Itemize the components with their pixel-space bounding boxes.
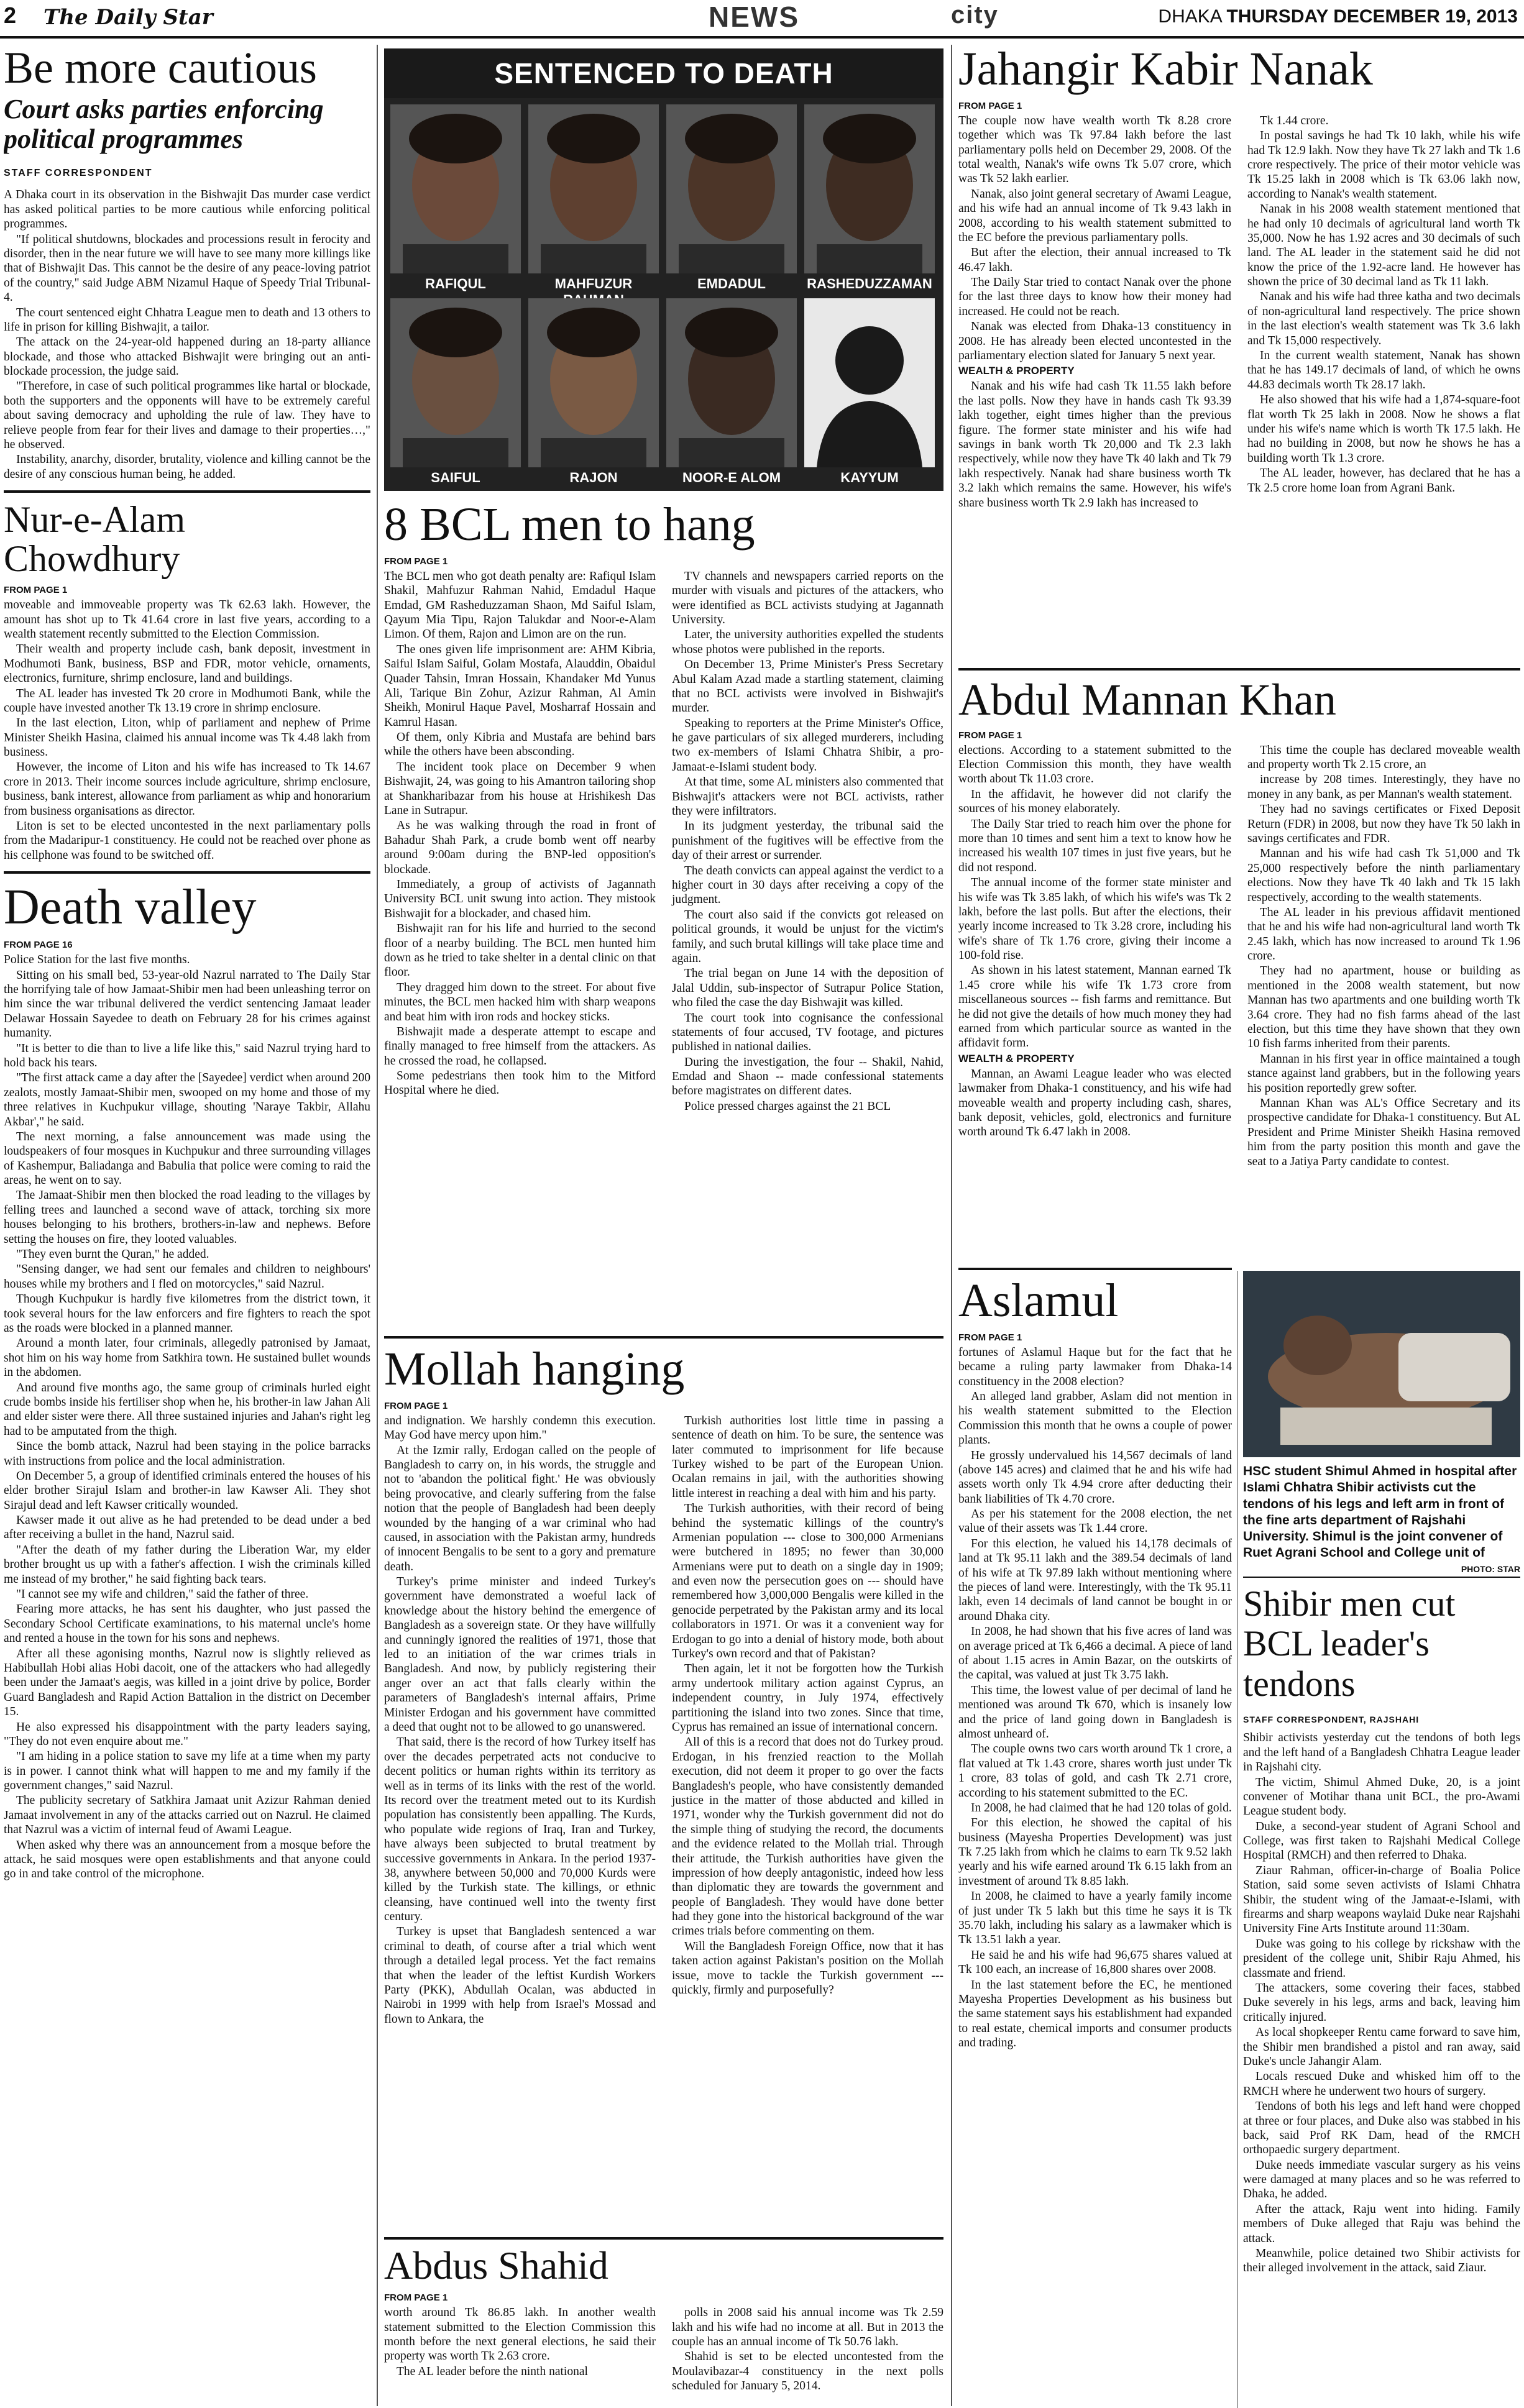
paragraph: Shahid is set to be elected uncontested from the Moulavibazar-4 constituency in the next polls scheduled for January 5, 2014.: [672, 2350, 943, 2393]
paragraph: The BCL men who got death penalty are: Rafiqul Islam Shakil, Mahfuzur Rahman Nahid, Emdadul Haque Emdad, GM Rasheduzzaman Shaon, Md Saiful Islam, Qayum Mia Tipu, Rajon Talukdar and Noor-e-Alam Limon. Of them, Rajon and Limon are on the run.: [384, 569, 656, 641]
paragraph: Nanak and his wife had three katha and two decimals of non-agricultural land respectively. The price shown in the last election's wealth statement was Tk 3.6 lakh and Tk 15,000 respectively.: [1247, 290, 1520, 347]
paragraph: Mannan Khan was AL's Office Secretary and its prospective candidate for Dhaka-1 constituency. But AL President and Prime Minister Sheikh Hasina removed him from the party position this month and gave the seat to a Jatiya Party candidate to contest.: [1247, 1096, 1520, 1168]
paragraph: "The first attack came a day after the [Sayedee] verdict when around 200 zealots, mostly Jamaat-Shibir men, swooped on my home and those of my three relatives in Kuchpukur village, shouting 'Naraye Takbir, Allahu Akbar'," he said.: [4, 1071, 370, 1128]
paragraph: In 2008, he had shown that his five acres of land was on average priced at Tk 6,466 a decimal. A piece of land of about 1.15 acres in Amin Bazar, on the outskirts of the capital, was valued at just Tk 3.75 lakh.: [958, 1625, 1232, 1682]
section-label-city: city: [951, 1, 999, 29]
face-photo: [390, 104, 521, 273]
paragraph: Then again, let it not be forgotten how the Turkish army undertook military action against Cyprus, an independent country, in July 1974, effectively partitioning the island into two zones. Since that time, Cyprus has remained an issue of international concern.: [672, 1662, 943, 1734]
paragraph: polls in 2008 said his annual income was Tk 2.59 lakh and his wife had no income at all. But in 2013 the couple has an annual income of Tk 50.76 lakh.: [672, 2306, 943, 2348]
paragraph: "After the death of my father during the Liberation War, my elder brother brought us up with a father's affection. I wish the criminals killed me instead of my brother," he said fighting back tears.: [4, 1543, 370, 1586]
column-right-bottom-left: [958, 1268, 1232, 2408]
sentenced-title: SENTENCED TO DEATH: [384, 48, 943, 98]
paragraph: The AL leader has invested Tk 20 crore in Modhumoti Bank, while the couple have invested another Tk 13.19 crore in shrimp enclosure.: [4, 687, 370, 715]
column-middle-bottom: [384, 2237, 943, 2408]
paragraph: In the affidavit, he however did not clarify the sources of his money elaborately.: [958, 787, 1231, 816]
headline-shibir-men: Shibir men cut BCL leader's tendons: [1243, 1583, 1456, 1705]
story-body-nur: [4, 598, 370, 863]
headline-abdul-mannan-khan: Abdul Mannan Khan: [958, 675, 1336, 725]
face-photo: [390, 298, 521, 467]
column-middle-top: [384, 500, 943, 1333]
paragraph: Locals rescued Duke and whisked him off to the RMCH where he underwent two hours of surgery.: [1243, 2070, 1520, 2098]
injured-student-photo: [1243, 1271, 1520, 1457]
paragraph: The trial began on June 14 with the deposition of Jalal Uddin, sub-inspector of Sutrapur Police Station, who filed the case the day Bishwajit was killed.: [672, 967, 943, 1010]
masthead: [0, 0, 1524, 39]
column-left: [4, 45, 370, 2406]
headline-aslamul: Aslamul: [958, 1275, 1119, 1327]
paragraph: Of them, only Kibria and Mustafa are behind bars while the others have been absconding.: [384, 731, 656, 759]
convict-name-label: MAHFUZUR: [554, 276, 633, 291]
paragraph: He also expressed his disappointment with the party leaders saying, "They do not even enquire about me.": [4, 1720, 370, 1748]
byline-staff: STAFF CORRESPONDENT: [4, 168, 153, 179]
byline-rajshahi: STAFF CORRESPONDENT, RAJSHAHI: [1243, 1714, 1420, 1725]
paragraph: elections. According to a statement submitted to the Election Commission this month, they have wealth worth about Tk 11.03 crore.: [958, 743, 1231, 786]
paragraph: This time, the lowest value of per decimal of land he mentioned was around Tk 670, which is insanely low and the price of land going down in Bangladesh is almost unheard of.: [958, 1683, 1232, 1741]
paragraph: During the investigation, the four -- Shakil, Nahid, Emdad and Shaon -- made confessional statements before magistrates on different dates.: [672, 1055, 943, 1098]
paragraph: Speaking to reporters at the Prime Minister's Office, he gave particulars of six alleged murderers, including two ex-members of Islami Chhatra Shibir, a pro-Jamaat-e-Islami student body.: [672, 716, 943, 774]
paragraph: The court took into cognisance the confessional statements of four accused, TV footage, and pictures published in national dailies.: [672, 1011, 943, 1054]
paragraph: At the Izmir rally, Erdogan called on the people of Bangladesh to carry on, in his words, the struggle and not to 'abandon the political fight.' He was obviously being provocative, and clearly suffering from the false notion that the people of Bangladesh had been deeply wounded by the hanging of a war criminal who had caused, in association with the Pakistan army, hundreds of innocent Bengalis to be sent to a gory and premature death.: [384, 1444, 656, 1573]
column-rule: [377, 45, 378, 2406]
paragraph: worth around Tk 86.85 lakh. In another wealth statement submitted to the Election Commission this month before the next general elections, he said their property was worth Tk 2.63 crore.: [384, 2306, 656, 2363]
convict-name-label: KAYYUM: [840, 470, 899, 485]
paragraph: All of this is a record that does not do Turkey proud. Erdogan, in his frenzied reaction to the Mollah execution, did not deem it proper to go over the facts Bangladesh's people, who have consistently demanded justice in the matter of those abducted and killed in 1971, wonder why the Turkish government did not do the simple thing of studying the record, the documents and the evidence related to the Mollah trial. Through their attitude, the Turkish authorities have given the impression of how deeply antagonistic, indeed how less than diplomatic they are towards the government and people of Bangladesh. They would have done better had they gone into the historical background of the war crimes trials before commenting on them.: [672, 1736, 943, 1938]
paragraph: In its judgment yesterday, the tribunal said the punishment of the fugitives will be effective from the day of their arrest or surrender.: [672, 820, 943, 863]
photo-credit: PHOTO: STAR: [1461, 1563, 1520, 1574]
paragraph: Mannan in his first year in office maintained a tough stance against land grabbers, but in the following years his position reportedly grew softer.: [1247, 1052, 1520, 1095]
paragraph: The Daily Star tried to reach him over the phone for more than 10 times and sent him a text to know how he increased his wealth 107 times in just five years, but he did not respond.: [958, 817, 1231, 874]
paper-name: The Daily Star: [44, 5, 213, 30]
paragraph: The AL leader, however, has declared that he has a Tk 2.5 crore home loan from Agrani Bank.: [1247, 467, 1520, 495]
paragraph: An alleged land grabber, Aslam did not mention in his wealth statement submitted to the Election Commission this month that he owns a couple of power plants.: [958, 1389, 1232, 1447]
section-subhead: WEALTH & PROPERTY: [958, 1052, 1075, 1064]
paragraph: Bishwajit made a desperate attempt to escape and finally managed to free himself from the attackers. As he crossed the road, he collapsed.: [384, 1025, 656, 1068]
paragraph: Later, the university authorities expelled the students whose photos were published in the reports.: [672, 628, 943, 656]
paragraph: Police Station for the last five months.: [4, 953, 190, 967]
convict-name-label: RAFIQUL: [425, 276, 486, 291]
convict-name-label: SAIFUL: [431, 470, 480, 485]
paragraph: But after the election, their annual increased to Tk 46.47 lakh.: [958, 246, 1231, 274]
paragraph: "Sensing danger, we had sent our females and children to neighbours' houses while my brothers and I fled on motorcycles," said Nazrul.: [4, 1263, 370, 1291]
paragraph: For this election, he showed the capital of his business (Mayesha Properties Development) was just Tk 7.25 lakh from which he claims to earn Tk 9.52 lakh yearly and his wife earned around Tk 6.15 lakh from an investment of around Tk 8.85 lakh.: [958, 1816, 1232, 1888]
paragraph: Turkey's prime minister and indeed Turkey's government have demonstrated a woeful lack of knowledge about the history behind the emergence of Bangladesh as a sovereign state. Or they have willfully and cunningly ignored the realities of 1971, those that led to an initiation of the war crimes trials in Bangladesh. And now, by publicly registering their anger over an act that falls clearly within the parameters of Bangladesh's internal affairs, Prime Minister Erdogan and his government have committed a deed that ought not to be allowed to go unanswered.: [384, 1575, 656, 1734]
column-rule: [951, 45, 952, 2406]
paragraph: The next morning, a false announcement was made using the loudspeakers of four mosques in Kuchpukur and three surrounding villages of Kashempur, Baliadanga and Babulia that police were coming to raid the areas, he went on to say.: [4, 1130, 370, 1188]
face-photo: [804, 104, 935, 273]
headline-abdus-shahid: Abdus Shahid: [384, 2243, 608, 2287]
paragraph: Instability, anarchy, disorder, brutality, violence and killing cannot be the desire of any conscious human being, he added.: [4, 453, 370, 481]
paragraph: The Jamaat-Shibir men then blocked the road leading to the villages by felling trees and launched a second wave of attack, torching six more houses belonging to his brothers, brothers-in-law and nephews. Before setting the houses on fire, they looted valuables.: [4, 1189, 370, 1246]
photo-caption: HSC student Shimul Ahmed in hospital after Islami Chhatra Shibir activists cut the tendons of his legs and left arm in front of the fine arts department of Rajshahi University. Shimul is the joint convener of Ruet Agrani School and College unit of: [1243, 1464, 1517, 1560]
convict-name-label: RASHEDUZZAMAN: [807, 276, 932, 291]
paragraph: In 2008, he had claimed that he had 120 tolas of gold.: [971, 1801, 1232, 1815]
paragraph: They dragged him down to the street. For about five minutes, the BCL men hacked him with sharp weapons and beat him with iron rods and hockey sticks.: [384, 981, 656, 1023]
paragraph: Nanak, also joint general secretary of Awami League, and his wife had an annual income of Tk 9.43 lakh in 2008, according to his wealth statement submitted to the EC before the previous parliamentary polls.: [958, 187, 1231, 244]
from-page-label: FROM PAGE 1: [384, 1400, 448, 1411]
paragraph: "It is better to die than to live a life like this," said Nazrul trying hard to hold back his tears.: [4, 1041, 370, 1069]
convict-photo: [528, 104, 659, 273]
from-page-label: FROM PAGE 1: [958, 730, 1022, 741]
dateline-date: THURSDAY DECEMBER 19, 2013: [1226, 6, 1518, 27]
paragraph: This time the couple has declared moveable wealth and property worth Tk 2.15 crore, an: [1247, 743, 1520, 771]
paragraph: When asked why there was an announcement from a mosque before the attack, he said mosques were open establishments and that anyone could go in and take control of the microphone.: [4, 1838, 370, 1881]
paragraph: In the last election, Liton, whip of parliament and nephew of Prime Minister Sheikh Hasina, claimed his annual income was Tk 4.48 lakh from business.: [4, 716, 370, 759]
paragraph: The annual income of the former state minister and his wife was Tk 3.85 lakh, of which his wife's was Tk 2 lakh, before the last polls. But after the elections, their yearly income increased to Tk 3.28 crore, including his wife's share of Tk 1.76 crore, giving their income a 100-fold rise.: [958, 876, 1231, 963]
column-right-mid: [958, 668, 1520, 1265]
headline-jahangir-kabir-nanak: Jahangir Kabir Nanak: [958, 45, 1373, 95]
paragraph: Fearing more attacks, he has sent his daughter, who just passed the Secondary School Certificate examinations, to his maternal uncle's home and rented a house in the town for his sons and nephews.: [4, 1603, 370, 1646]
face-photo: [666, 104, 797, 273]
paragraph: increase by 208 times. Interestingly, they have no money in any bank, as per Mannan's wealth statement.: [1247, 773, 1520, 801]
convict-photo: [390, 298, 521, 467]
from-page-label: FROM PAGE 1: [958, 100, 1022, 111]
paragraph: fortunes of Aslamul Haque but for the fact that he became a ruling party lawmaker from Dhaka-14 constituency in the 2008 election?: [958, 1345, 1232, 1388]
section-label-news: NEWS: [709, 1, 799, 33]
from-page-label: FROM PAGE 1: [958, 1332, 1022, 1343]
paragraph: The court also said if the convicts got released on political grounds, it would be unjust for the victim's family, and such brutal killings will take place time and again.: [672, 908, 943, 965]
from-page-label: FROM PAGE 16: [4, 940, 73, 951]
paragraph: Duke needs immediate vascular surgery as his veins were damaged at many places and so he was referred to Dhaka, he added.: [1243, 2158, 1520, 2201]
paragraph: Since the bomb attack, Nazrul had been staying in the police barracks with instructions from police and the local administration.: [4, 1440, 370, 1468]
paragraph: The death convicts can appeal against the verdict to a higher court in 30 days after receiving a copy of the judgment.: [672, 864, 943, 907]
dateline: [1158, 6, 1518, 27]
paragraph: And around five months ago, the same group of criminals hurled eight crude bombs inside his fertiliser shop when he, his brother-in law Jahan Ali and elder sister were there. All three sustained injuries and Jahan's right leg had to be amputated from the thigh.: [4, 1381, 370, 1438]
column-right-bottom-right: [1243, 1271, 1520, 2408]
paragraph: Turkish authorities lost little time in passing a sentence of death on him. To be sure, the sentence was later commuted to imprisonment for life because Turkey wished to be part of the European Union. Ocalan remains in jail, with the authorities showing little interest in reaching a deal with him and his party.: [672, 1414, 943, 1500]
paragraph: He grossly undervalued his 14,567 decimals of land (above 145 acres) and claimed that he and his wife had assets worth only Tk 4.94 crore after deducting their bank liabilities of Tk 4.70 crore.: [958, 1449, 1232, 1506]
paragraph: Kawser made it out alive as he had pretended to be dead under a bed after receiving a bullet in the hand, Nazrul said.: [4, 1514, 370, 1542]
paragraph: Bishwajit ran for his life and hurried to the second floor of a nearby building. The BCL men hunted him down as he tried to take shelter in a dental clinic on that floor.: [384, 922, 656, 979]
paragraph: Though Kuchpukur is hardly five kilometres from the district town, it took several hours for the law enforcers and fire fighters to reach the spot as the roads were blocked in a planned manner.: [4, 1293, 370, 1335]
divider: [384, 2237, 943, 2240]
paragraph: Shibir activists yesterday cut the tendons of both legs and the left hand of a Bangladesh Chhatra League leader in Rajshahi city.: [1243, 1731, 1520, 1774]
paragraph: Mannan and his wife had cash Tk 51,000 and Tk 25,000 respectively before the ninth parliamentary elections. Now they have Tk 40 lakh and Tk 15 lakh respectively, according to the wealth statements.: [1247, 847, 1520, 904]
divider: [958, 668, 1520, 671]
paragraph: Immediately, a group of activists of Jagannath University BCL unit swung into action. They mistook Bishwajit for a blockader, and chased him.: [384, 878, 656, 920]
paragraph: The incident took place on December 9 when Bishwajit, 24, was going to his Amantron tailoring shop at Shankharibazar from his house at Hrishikesh Das Lane in Sutrapur.: [384, 760, 656, 818]
convict-name-label: EMDADUL: [697, 276, 766, 291]
hospital-photo: [1243, 1271, 1520, 1457]
divider: [4, 490, 370, 493]
deck-court-asks: Court asks parties enforcing political programmes: [4, 93, 324, 154]
paragraph: At that time, some AL ministers also commented that Bishwajit's attackers were not BCL activists, rather they were infiltrators.: [672, 776, 943, 818]
paragraph: Liton is set to be elected uncontested in the next parliamentary polls from the Madaripur-1 constituency. He could not be reached over phone as his cellphone was found to be switched off.: [4, 820, 370, 862]
paragraph: He said he and his wife had 96,675 shares valued at Tk 100 each, an increase of 16,800 shares over 2008.: [958, 1948, 1232, 1977]
paragraph: "I cannot see my wife and children," said the father of three.: [16, 1588, 309, 1601]
column-right-top: [958, 45, 1520, 666]
paragraph: The ones given life imprisonment are: AHM Kibria, Saiful Islam Saiful, Golam Mostafa, Alauddin, Obaidul Quader Tahsin, Imran Hossain, Khandaker Md Yunus Ali, Tarique Bin Zohur, Azizur Rahman, Al Amin Sheikh, Monirul Haque Pavel, Mosharraf Hossain and Kamrul Hasan.: [384, 643, 656, 729]
paragraph: The Daily Star tried to contact Nanak over the phone for the last three days to know how their money had increased. He could not be reach.: [958, 276, 1231, 318]
column-rule: [1237, 1271, 1238, 2408]
paragraph: Meanwhile, police detained two Shibir activists for their alleged involvement in the attack, said Ziaur.: [1243, 2247, 1520, 2275]
paragraph: The couple owns two cars worth around Tk 1 crore, a flat valued at Tk 1.43 crore, shares worth just under Tk 1 crore, 83 tolas of gold, and cash Tk 2.71 crore, according to his statement submitted to the EC.: [958, 1742, 1232, 1800]
story-body-death-valley: [4, 953, 370, 1882]
paragraph: The AL leader in his previous affidavit mentioned that he and his wife had non-agricultural land worth Tk 2.45 lakh, which has now increased to around Tk 1.96 crore.: [1247, 905, 1520, 963]
story-body-mollah: [384, 1414, 943, 2222]
paragraph: They had no savings certificates or Fixed Deposit Return (FDR) in 2008, but now they have Tk 50 lakh in savings certificates and FDR.: [1247, 803, 1520, 845]
paragraph: Duke was going to his college by rickshaw with the president of the college unit, Shibir Raju Ahmed, his classmate and friend.: [1243, 1937, 1520, 1980]
paragraph: Will the Bangladesh Foreign Office, now that it has taken action against Pakistan's position on the Mollah issue, move to tackle the Turkish government --- quickly, firmly and purposefully?: [672, 1939, 943, 1997]
paragraph: A Dhaka court in its observation in the Bishwajit Das murder case verdict has asked political parties to be more cautious while enforcing political programmes.: [4, 188, 370, 231]
paragraph: As he was walking through the road in front of Bahadur Shah Park, a crude bomb went off nearby around 9:00am during the BNP-led opposition's blockade.: [384, 819, 656, 876]
column-middle-mid: [384, 1336, 943, 2234]
paragraph: Tk 1.44 crore.: [1260, 114, 1329, 127]
paragraph: Nanak and his wife had cash Tk 11.55 lakh before the last polls. Now they have in hands cash Tk 93.39 lakh together, eight times higher than the previous figure. The former state minister and his wife had savings in bank worth Tk 20,000 and Tk 2.3 lakh respectively, while now they have Tk 40 lakh and Tk 79 lakh respectively. Nanak had share business worth Tk 3.2 lakh which remains the same. However, his wife's share business worth Tk 2.9 lakh has increased to: [958, 380, 1231, 510]
paragraph: The court sentenced eight Chhatra League men to death and 13 others to life in prison for killing Bishwajit, a tailor.: [4, 306, 370, 334]
paragraph: However, the income of Liton and his wife has increased to Tk 14.67 crore in 2013. Their income sources include agriculture, shrimp enclosure, business, bank interest, allowance from parliament as whip and honorarium from business organisations as director.: [4, 761, 370, 818]
paragraph: and indignation. We harshly condemn this execution. May God have mercy upon him.": [384, 1414, 656, 1442]
paragraph: In the current wealth statement, Nanak has shown that he has 149.17 decimals of land, of which he owns 44.83 decimals worth Tk 28.17 lakh.: [1247, 349, 1520, 391]
paragraph: Turkey is upset that Bangladesh sentenced a war criminal to death, of course after a trial which went through a detailed legal process. Yet the fact remains that when the leader of the leftist Kurdish Workers Party (PKK), Abdullah Ocalan, was abducted in Nairobi in 1999 with help from Israel's Mossad and flown to Ankara, the: [384, 1925, 656, 2026]
paragraph: For this election, he valued his 14,178 decimals of land at Tk 95.11 lakh and the 389.54 decimals of land of his wife at Tk 97.89 lakh without mentioning where the pieces of land were. Interestingly, with the Tk 95.11 lakh, even 14 decimals of land cannot be bought in or around Dhaka city.: [958, 1537, 1232, 1623]
story-body-bcl: [384, 569, 943, 1309]
story-body-abdus: [384, 2305, 943, 2399]
paragraph: In postal savings he had Tk 10 lakh, while his wife had Tk 12.9 lakh. Now they have Tk 27 lakh and Tk 1.6 crore respectively. The price of their motor vehicle was Tk 15.25 lakh in 2008 which is Tk 63.06 lakh now, according to Nanak's wealth statement.: [1247, 129, 1520, 201]
story-body-mannan: [958, 743, 1520, 1253]
paragraph: After the attack, Raju went into hiding. Family members of Duke alleged that Raju was behind the attack.: [1243, 2202, 1520, 2245]
paragraph: The AL leader before the ninth national: [397, 2365, 588, 2378]
paragraph: He also showed that his wife had a 1,874-square-foot flat worth Tk 25 lakh in 2008. Now he shows a flat under his wife's name which is worth Tk 17.5 lakh. He had no building in 2008, but now he shows he has a building worth Tk 1.3 crore.: [1247, 393, 1520, 465]
divider: [4, 871, 370, 874]
paragraph: On December 5, a group of identified criminals entered the houses of his elder brother Sirajul Islam and brother-in law Kawser Ali. They shot Sirajul dead and left Kawser critically wounded.: [4, 1469, 370, 1512]
divider: [384, 1336, 943, 1339]
paragraph: Around a month later, four criminals, allegedly patronised by Jamaat, shot him on his way home from Satkhira town. He sustained bullet wounds in the abdomen.: [4, 1337, 370, 1380]
silhouette-icon: [804, 298, 935, 467]
paragraph: On December 13, Prime Minister's Press Secretary Abul Kalam Azad made a startling statement, claiming that no BCL activists were involved in Bishwajit's murder.: [672, 658, 943, 715]
paragraph: Nanak was elected from Dhaka-13 constituency in 2008. He has already been elected uncontested in the parliamentary election slated for January 5 next year.: [958, 320, 1231, 363]
paragraph: In 2008, he claimed to have a yearly family income of just under Tk 5 lakh but this time he says it is Tk 35.70 lakh, including his salary as a lawmaker which is Tk 13.51 lakh a year.: [958, 1890, 1232, 1947]
story-body-shibir: [1243, 1731, 1520, 2275]
paragraph: Mannan, an Awami League leader who was elected lawmaker from Dhaka-1 constituency, and his wife had moveable wealth and property including cash, shares, bank deposit, vehicles, gold, electronics and furniture worth around Tk 6.47 lakh in 2008.: [958, 1067, 1231, 1139]
paragraph: As local shopkeeper Rentu came forward to save him, the Shibir men brandished a pistol and ran away, said Duke's uncle Jahangir Alam.: [1243, 2026, 1520, 2068]
paragraph: As shown in his latest statement, Mannan earned Tk 1.45 crore while his wife Tk 1.73 crore from miscellaneous sources -- fish farms and remittance. But he did not give the details of how much money they had earned from which particular source as wanted in the affidavit form.: [958, 964, 1231, 1050]
story-body-jahangir: [958, 114, 1520, 648]
face-photo: [666, 298, 797, 467]
paragraph: "They even burnt the Quran," he added.: [16, 1248, 209, 1261]
from-page-label: FROM PAGE 1: [384, 2292, 448, 2304]
story-body-cautious: [4, 188, 370, 482]
headline-death-valley: Death valley: [4, 880, 257, 935]
paragraph: "If political shutdowns, blockades and processions result in ferocity and disorder, then in the near future we will have to see many more killings like that of Bishwajit Das. This cannot be the desire of any peace-loving patriot of the country," said Judge ABM Nizamul Haque of Speedy Trial Tribunal-4.: [4, 232, 370, 304]
page-number: 2: [4, 2, 17, 28]
headline-mollah-hanging: Mollah hanging: [384, 1343, 685, 1395]
headline-8-bcl-men: 8 BCL men to hang: [384, 500, 755, 551]
paragraph: The Turkish authorities, with their record of being behind the systematic killings of the country's Armenian population --- close to 300,000 Armenians were butchered in 1895; no fewer than 30,000 Armenians were put to death on a single day in 1909; and even now the persecution goes on --- should have remembered how 3,000,000 Bengalis were killed in the genocide perpetrated by the Pakistan army and its local collaborators in 1971. Or was it a convenient way for Erdogan to go into a denial of history mode, both about Turkey's own record and that of Pakistan?: [672, 1502, 943, 1661]
paragraph: "Therefore, in case of such political programmes like hartal or blockade, both the supporters and the opponents will have to be extremely careful about saving democracy and upholding the rule of law. They have to relieve people from fear for their lives and damage to their properties…," he observed.: [4, 380, 370, 452]
from-page-label: FROM PAGE 1: [384, 556, 448, 567]
from-page-label: FROM PAGE 1: [4, 585, 68, 596]
face-photo: [528, 104, 659, 273]
paragraph: The victim, Shimul Ahmed Duke, 20, is a joint convener of Motihar thana unit BCL, the pro-Awami League student body.: [1243, 1775, 1520, 1818]
convict-photo: [390, 104, 521, 273]
paragraph: Tendons of both his legs and left hand were chopped at three or four places, and Duke also was stabbed in his back, said Prof RK Dam, head of the RMCH orthopaedic surgery department.: [1243, 2100, 1520, 2157]
paragraph: The attack on the 24-year-old happened during an 18-party alliance blockade, and those who attacked Bishwajit were bringing out an anti-blockade procession, the judge said.: [4, 336, 370, 378]
section-subhead: WEALTH & PROPERTY: [958, 365, 1075, 377]
paragraph: In the last statement before the EC, he mentioned Mayesha Properties Development as his business but the same statement says his establishment had expanded to real estate, chemical imports and consumer products and trading.: [958, 1978, 1232, 2050]
paragraph: Duke, a second-year student of Agrani School and College, was first taken to Rajshahi Medical College Hospital (RMCH) and then referred to Dhaka.: [1243, 1820, 1520, 1862]
dateline-city: DHAKA: [1158, 6, 1222, 27]
divider: [958, 1268, 1232, 1270]
paragraph: TV channels and newspapers carried reports on the murder with visuals and pictures of the attackers, who were identified as BCL activists studying at Jagannath University.: [672, 569, 943, 626]
paragraph: Their wealth and property include cash, bank deposit, investment in Modhumoti Bank, business, BSP and FDR, motor vehicle, ornaments, electronics, furniture, shrimp enclosure, land and buildings.: [4, 643, 370, 685]
convict-name-label: NOOR-E ALOM: [682, 470, 781, 485]
paragraph: Sitting on his small bed, 53-year-old Nazrul narrated to The Daily Star the horrifying tale of how Jamaat-Shibir men had been unleashing terror on him since the war tribunal delivered the verdict sentencing Jamaat leader Delawar Hossain Sayedee to death on February 28 for his crimes against humanity.: [4, 968, 370, 1040]
paragraph: That said, there is the record of how Turkey itself has over the decades perpetrated acts not conducive to decent politics or human rights within its territory as well as in terms of its links with the rest of the world. Its record over the treatment meted out to its Kurdish population has consistently been appalling. The Kurds, who populate wide regions of Iraq, Iran and Turkey, have always been subjected to brutal treatment by successive governments in Ankara. In the period 1937-38, anywhere between 50,000 and 70,000 Kurds were killed by the Turkish state. The killings, or ethnic cleansing, have continued well into the twenty first century.: [384, 1736, 656, 1924]
face-photo: [528, 298, 659, 467]
headline-be-more-cautious: Be more cautious: [4, 45, 317, 93]
headline-nur-e-alam: Nur-e-Alam Chowdhury: [4, 499, 186, 580]
paragraph: The attackers, some covering their faces, stabbed Duke severely in his legs, arms and back, leaving him critically injured.: [1243, 1982, 1520, 2024]
paragraph: Police pressed charges against the 21 BCL: [684, 1099, 891, 1113]
paragraph: As per his statement for the 2008 election, the net value of their assets was Tk 1.44 crore.: [958, 1508, 1232, 1536]
convict-photo: [666, 104, 797, 273]
paragraph: After all these agonising months, Nazrul now is slightly relieved as Habibullah Hobi alias Hobi dacoit, one of the attackers who had allegedly been under the Jamaat's aegis, was killed in a joint drive by police, Border Guard Bangladesh and Rapid Action Battalion in the district on December 15.: [4, 1647, 370, 1719]
convict-photo: [666, 298, 797, 467]
convict-photo: [528, 298, 659, 467]
paragraph: Nanak in his 2008 wealth statement mentioned that he had only 10 decimals of agricultural land worth Tk 35,000. Now he has 1.92 acres and 30 decimals of such land. The AL leader in the statement said he did not know the price of the 1.92-acre land. He however has shown the price of 30 decimal land as Tk 11 lakh.: [1247, 203, 1520, 289]
convict-photo: [804, 298, 935, 467]
divider: [1243, 1577, 1520, 1578]
paragraph: The publicity secretary of Satkhira Jamaat unit Azizur Rahman denied Jamaat involvement in any of the attacks carried out on Nazrul. He claimed that Nazrul was a victim of internal feud of Awami League.: [4, 1794, 370, 1837]
paragraph: moveable and immoveable property was Tk 62.63 lakh. However, the amount has shot up to Tk 41.64 crore in last five years, according to a wealth statement recently submitted to the Election Commission.: [4, 598, 370, 641]
convict-photo: [804, 104, 935, 273]
story-body-aslamul: [958, 1345, 1232, 2051]
paragraph: The couple now have wealth worth Tk 8.28 crore together which was Tk 97.84 lakh before the last parliamentary polls held on December 29, 2008. Of the total wealth, Nanak's wife owns Tk 5.07 crore, which was Tk 52 lakh earlier.: [958, 114, 1231, 186]
paragraph: Ziaur Rahman, officer-in-charge of Boalia Police Station, said some seven activists of Islami Chhatra Shibir, the student wing of the Jamaat-e-Islami, with firearms and sharp weapons waylaid Duke near Rajshahi University Fine Arts Institute around 11:30am.: [1243, 1864, 1520, 1936]
paragraph: "I am hiding in a police station to save my life at a time when my party is in power. I cannot think what will happen to me and my family if the government changes," said Nazrul.: [4, 1750, 370, 1793]
paragraph: They had no apartment, house or building as mentioned in the 2008 wealth statement, but now Mannan has two apartments and one building worth Tk 3.64 crore. They had no fish farms ahead of the last election, but this time they have shown that they own 10 fish farms inherited from their parents.: [1247, 964, 1520, 1051]
convict-name-label: RAJON: [569, 470, 618, 485]
paragraph: Some pedestrians then took him to the Mitford Hospital where he died.: [384, 1069, 656, 1097]
